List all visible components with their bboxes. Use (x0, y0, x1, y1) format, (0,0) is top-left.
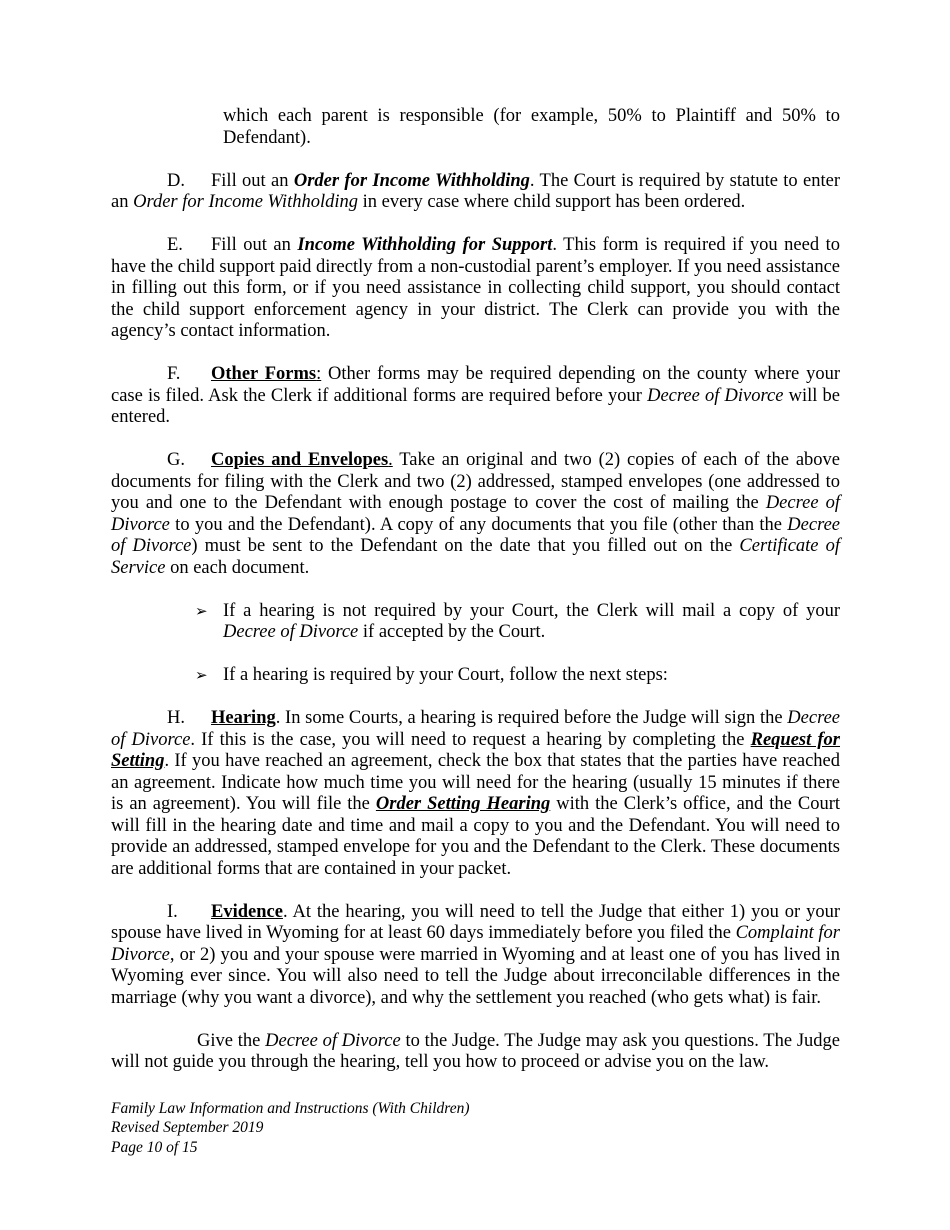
text-segment: : (316, 364, 322, 384)
text-segment: Order Setting Hearing (375, 794, 551, 814)
paragraph-d (111, 171, 840, 214)
footer-page-number: Page 10 of 15 (111, 1138, 198, 1156)
text-segment: Decree of Divorce (265, 1030, 401, 1051)
bullet-text (223, 601, 840, 643)
text-segment: in every case where child support has been ordered. (357, 192, 746, 212)
paragraph-continuation (223, 106, 840, 149)
paragraph-text (111, 902, 840, 1008)
text-segment: Decree of Divorce (111, 708, 840, 750)
text-segment: Evidence (211, 901, 283, 922)
text-segment: , or 2) you and your spouse were married in Wyoming and at least one of you has lived in Wyoming ever since. You will also need to tell the Judge about irreconcilable differences in the marriage (why you want a divorce), and why the settlement you reached (who gets what) is fair. (111, 944, 840, 1008)
arrow-bullet-icon: ➢ (195, 601, 208, 620)
bullet-item-2 (195, 665, 840, 687)
paragraph-e (111, 235, 840, 343)
text-segment: Fill out an (211, 235, 298, 255)
arrow-bullet-icon: ➢ (195, 666, 208, 684)
text-segment: . In some Courts, a hearing is required before the Judge will sign the (275, 708, 788, 728)
text-segment: Decree of Divorce (111, 514, 840, 556)
text-segment: Decree of Divorce (223, 622, 359, 642)
paragraph-text (111, 171, 840, 213)
text-segment: Other Forms (211, 364, 317, 384)
text-segment: which each parent is responsible (for example, 50% to Plaintiff and 50% to Defendant). (223, 106, 840, 148)
paragraph-label: D. (167, 170, 185, 191)
paragraph-closing (111, 1031, 840, 1074)
text-segment: . If you have reached an agreement, check the box that states that the parties have reached an agreement. Indicate how much time you will need for the hearing (usually 15 minutes if there is an agreement). You will file the (111, 751, 840, 814)
paragraph-label: F. (167, 364, 181, 384)
text-segment: Income Withholding for Support (297, 235, 553, 255)
paragraph-label: G. (167, 450, 185, 470)
text-segment: . The Court is required by statute to enter an (111, 170, 840, 212)
text-segment: Decree of Divorce (647, 385, 784, 406)
paragraph-text (111, 364, 840, 427)
text-segment: Give the (197, 1030, 266, 1051)
bullet-text (223, 665, 668, 685)
text-segment: . At the hearing, you will need to tell the Judge that either 1) you or your spouse have lived in Wyoming for at least 60 days immediately before you filed the (111, 901, 840, 943)
text-segment: on each document. (165, 557, 310, 578)
paragraph-label: E. (167, 235, 183, 255)
text-segment: Decree of Divorce (111, 493, 841, 535)
text-segment: Copies and Envelopes (211, 450, 389, 470)
footer-revision-date: Revised September 2019 (111, 1119, 264, 1137)
page-footer (111, 1099, 470, 1157)
footer-doc-title: Family Law Information and Instructions (With Children) (111, 1100, 470, 1117)
text-segment: If a hearing is not required by your Court, the Clerk will mail a copy of your (223, 600, 840, 621)
text-segment: ) must be sent to the Defendant on the date that you filled out on the (191, 536, 740, 556)
text-segment: Order for Income Withholding (293, 170, 530, 191)
text-segment: Other forms may be required depending on the county where your case is filed. Ask the Clerk if additional forms are required before your (111, 364, 840, 406)
document-body (111, 106, 840, 1074)
paragraph-i (111, 902, 840, 1010)
paragraph-label: I. (167, 901, 178, 922)
text-segment: if accepted by the Court. (358, 622, 546, 642)
paragraph-h (111, 708, 840, 880)
paragraph-g (111, 450, 840, 579)
text-segment: to the Judge. The Judge may ask you questions. The Judge will not guide you through the hearing, tell you how to proceed or advise you on the law. (111, 1030, 840, 1072)
text-segment: . This form is required if you need to have the child support paid directly from a non-custodial parent’s employer. If you need assistance in filling out this form, or if you need assistance in collecting child support, you should contact the child support enforcement agency in your district. The Clerk can provide you with the agency’s contact information. (111, 235, 841, 341)
paragraph-label: H. (167, 708, 185, 728)
text-segment: . (388, 450, 393, 470)
paragraph-f (111, 364, 840, 429)
text-segment: Fill out an (211, 170, 294, 191)
text-segment: to you and the Defendant). A copy of any documents that you file (other than the (169, 514, 788, 535)
text-segment: Hearing (211, 708, 276, 728)
text-segment: Take an original and two (2) copies of each of the above documents for filing with the Clerk and two (2) addressed, stamped envelopes (one addressed to you and one to the Defendant with enough postage to cover the cost of mailing the (111, 450, 840, 513)
paragraph-text (111, 708, 840, 879)
bullet-item-1 (195, 600, 840, 644)
text-segment: . If this is the case, you will need to request a hearing by completing the (190, 729, 751, 750)
text-segment: Complaint for Divorce (111, 923, 840, 965)
text-segment: Request for Setting (111, 729, 840, 771)
text-segment: Order for Income Withholding (133, 192, 358, 212)
text-segment: will be entered. (111, 385, 840, 427)
paragraph-text (111, 235, 840, 341)
text-segment: with the Clerk’s office, and the Court will fill in the hearing date and time and mail a copy to you and the Defendant. You will need to provide an addressed, stamped envelope for you and the Defendant to the Clerk. These documents are additional forms that are contained in your packet. (111, 794, 840, 879)
paragraph-text (111, 450, 840, 578)
text-segment: If a hearing is required by your Court, follow the next steps: (223, 665, 668, 685)
text-segment: Certificate of Service (111, 536, 840, 578)
